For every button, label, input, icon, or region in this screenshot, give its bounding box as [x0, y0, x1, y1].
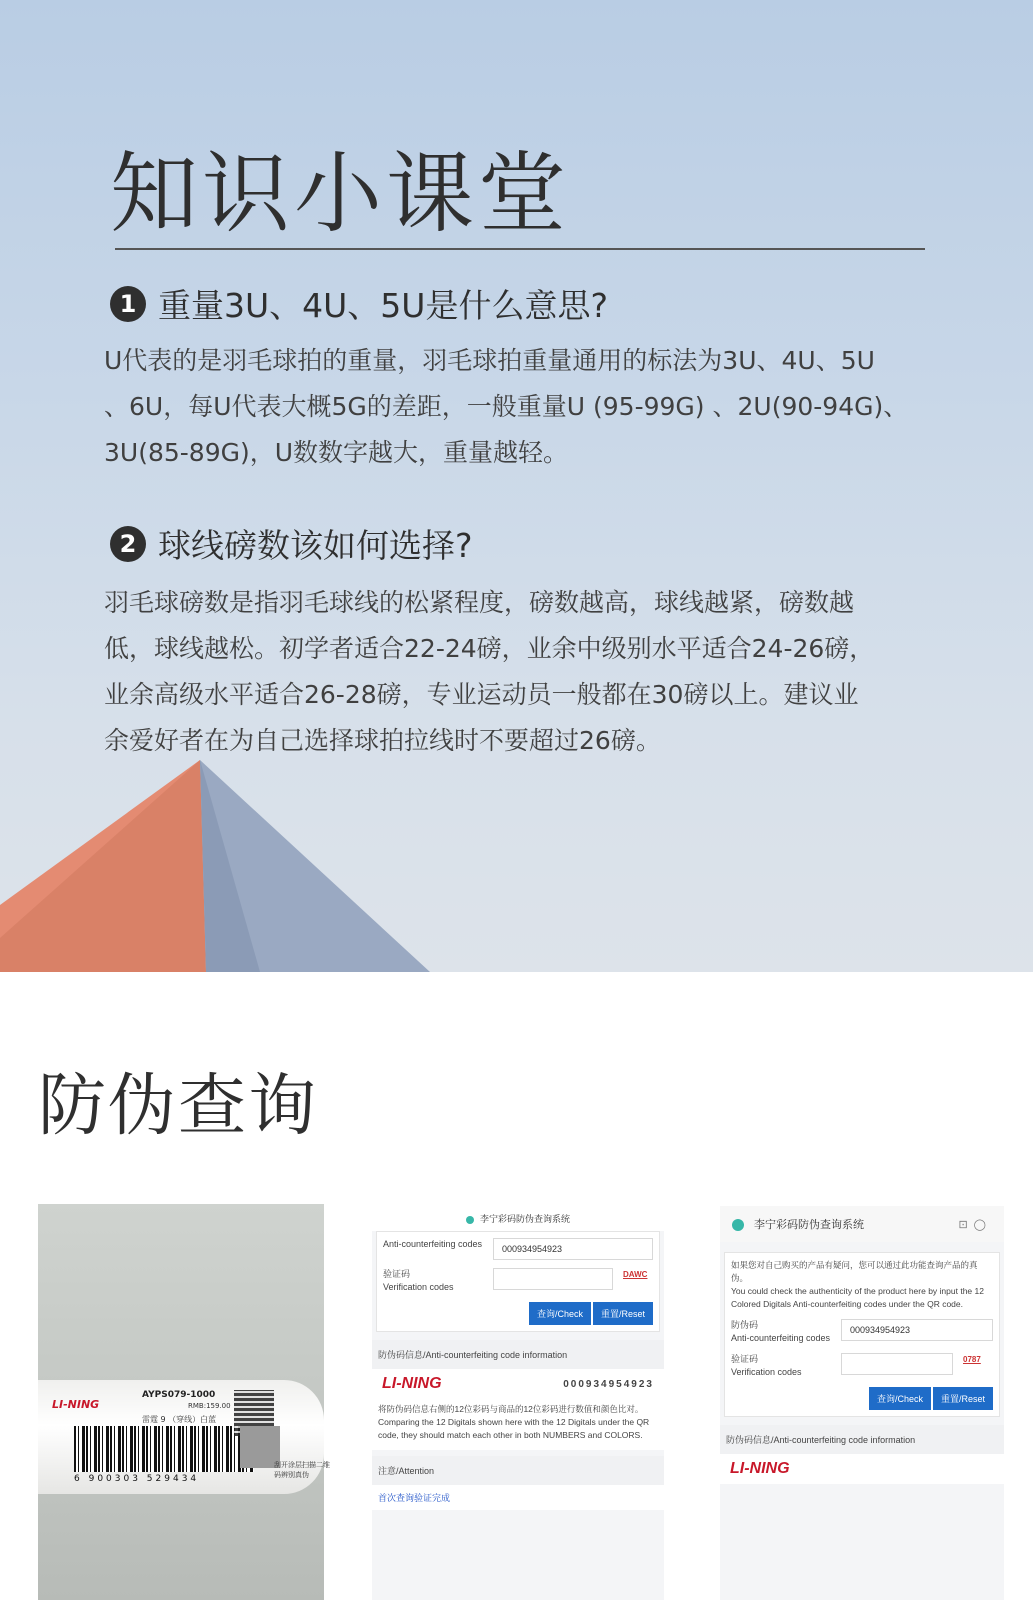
shield-icon	[732, 1219, 744, 1231]
anti-code-row	[731, 1319, 993, 1345]
form-buttons	[731, 1387, 993, 1410]
lining-logo: LI-NING	[52, 1398, 100, 1411]
verify-code-input[interactable]	[841, 1353, 953, 1375]
brand-row	[720, 1454, 1004, 1484]
intro-text: 如果您对自己购买的产品有疑问，您可以通过此功能查询产品的真伪。 You could check the authenticity of the product here by input the 12 Colored Digitals Anti-counterfeiting codes under the QR code.	[731, 1259, 993, 1319]
attention-title: 注意/Attention	[372, 1456, 664, 1485]
answer-1-paragraph	[104, 338, 944, 476]
captcha-image[interactable]: 0787	[963, 1355, 981, 1364]
compare-description: 将防伪码信息右侧的12位彩码与商品的12位彩码进行数值和颜色比对。 Comparing the 12 Digitals shown here with the 12 Digitals under the QR code, they should match each other in both NUMBERS and COLORS.	[372, 1399, 664, 1450]
barcode-number: 6 900303 529434	[74, 1474, 200, 1484]
question-2-text: 球线磅数该如何选择?	[158, 526, 473, 565]
colored-digits: 000934954923	[563, 1378, 654, 1390]
shield-icon	[466, 1216, 474, 1224]
captcha-image[interactable]: DAWC	[623, 1270, 648, 1279]
product-code: AYPS079-1000	[142, 1390, 216, 1400]
answer-2-line: 业余高级水平适合26-28磅，专业运动员一般都在30磅以上。建议业	[104, 680, 859, 709]
reset-button[interactable]: 重置/Reset	[933, 1387, 993, 1410]
page-title: 知识小课堂	[110, 142, 571, 245]
anti-code-input[interactable]: 000934954923	[841, 1319, 993, 1341]
verify-code-row	[731, 1353, 993, 1379]
barcode-image	[74, 1426, 254, 1472]
answer-2-line: 低，球线越松。初学者适合22-24磅，业余中级别水平适合24-26磅，	[104, 634, 875, 663]
anti-code-label: 防伪码 Anti-counterfeiting codes	[731, 1320, 831, 1343]
verify-code-input[interactable]	[493, 1268, 613, 1290]
product-label-photo	[38, 1204, 330, 1600]
query-screenshot-3	[720, 1206, 1004, 1600]
check-button[interactable]: 查询/Check	[869, 1387, 931, 1410]
scratch-hint: 刮开涂层扫描二维码辨别真伪	[274, 1461, 330, 1479]
panel-3-header: 李宁彩码防伪查询系统 ⊡◯	[720, 1206, 1004, 1242]
product-name: 雷霆 9 （穿线）白蓝	[142, 1415, 217, 1424]
question-1-heading	[110, 280, 608, 327]
verify-code-row	[383, 1268, 653, 1294]
answer-2-line: 余爱好者在为自己选择球拍拉线时不要超过26磅。	[104, 726, 661, 755]
info-title: 防伪码信息/Anti-counterfeiting code information	[720, 1425, 1004, 1454]
anti-code-label: Anti-counterfeiting codes	[383, 1239, 483, 1249]
question-2-heading	[110, 520, 473, 567]
anticounterfeit-title: 防伪查询	[38, 1067, 319, 1146]
answer-2-paragraph	[104, 580, 944, 764]
number-badge-1: 1	[110, 286, 146, 322]
lining-logo: LI-NING	[382, 1375, 442, 1392]
panel-3-form	[724, 1252, 1000, 1417]
number-badge-2: 2	[110, 526, 146, 562]
panel-2-header: 李宁彩码防伪查询系统	[372, 1206, 664, 1231]
form-buttons	[383, 1302, 653, 1325]
anti-code-row	[383, 1238, 653, 1260]
reset-button[interactable]: 重置/Reset	[593, 1302, 653, 1325]
info-title: 防伪码信息/Anti-counterfeiting code information	[372, 1340, 664, 1369]
verify-code-label: 验证码 Verification codes	[731, 1354, 802, 1377]
verify-code-label: 验证码 Verification codes	[383, 1269, 454, 1292]
answer-1-line: 3U(85-89G)，U数数字越大，重量越轻。	[104, 438, 569, 467]
window-controls[interactable]: ⊡◯	[958, 1218, 992, 1231]
first-query-link[interactable]: 首次查询验证完成	[372, 1485, 664, 1510]
check-button[interactable]: 查询/Check	[529, 1302, 591, 1325]
answer-1-line: U代表的是羽毛球拍的重量，羽毛球拍重量通用的标法为3U、4U、5U	[104, 346, 875, 375]
question-1-text: 重量3U、4U、5U是什么意思?	[158, 286, 608, 325]
panel-2-form	[376, 1231, 660, 1332]
title-divider	[115, 248, 925, 250]
product-price: RMB:159.00	[188, 1402, 231, 1410]
brand-code-row	[372, 1369, 664, 1399]
query-screenshot-2	[372, 1206, 664, 1600]
racket-handle-label	[38, 1380, 330, 1494]
answer-1-line: 、6U，每U代表大概5G的差距，一般重量U (95-99G) 、2U(90-94G)、	[104, 392, 909, 421]
anti-code-input[interactable]: 000934954923	[493, 1238, 653, 1260]
answer-2-line: 羽毛球磅数是指羽毛球线的松紧程度，磅数越高，球线越紧，磅数越	[104, 588, 855, 617]
lining-logo: LI-NING	[730, 1460, 790, 1477]
